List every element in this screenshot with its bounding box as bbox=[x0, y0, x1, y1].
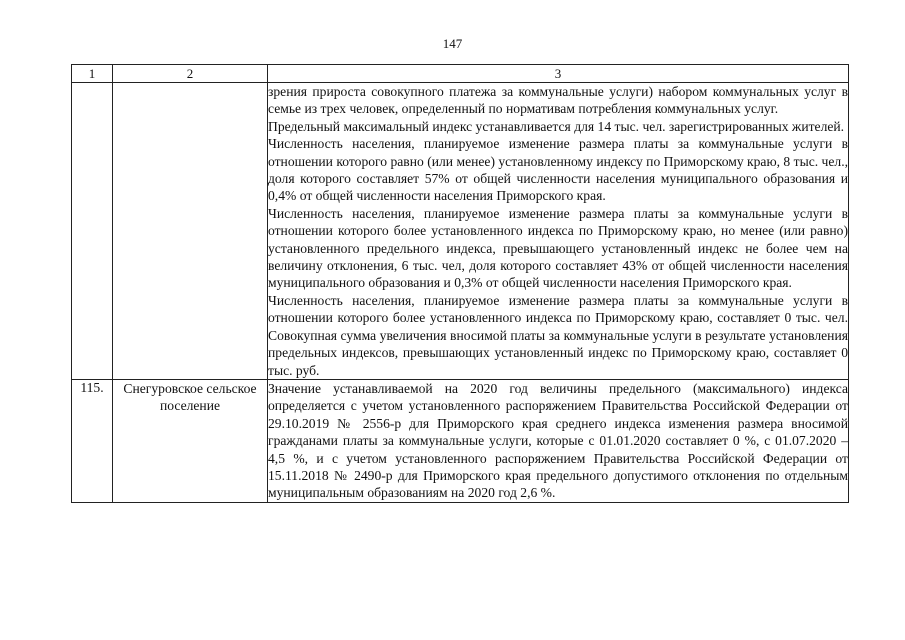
paragraph: Предельный максимальный индекс устанавливается для 14 тыс. чел. зарегистрированных жителей. bbox=[268, 118, 845, 134]
settlement-name: Снегуровское сельское поселение bbox=[113, 379, 268, 502]
column-header-2: 2 bbox=[113, 65, 268, 83]
paragraph: Численность населения, планируемое изменение размера платы за коммунальные услуги в отношении которого равно (или менее) установленному индексу по Приморскому краю, 8 тыс. чел., доля которого составляет 57% от общей численности населения муниципального образования и 0,4% от общей численности населения Приморского края. bbox=[268, 136, 848, 204]
column-header-3: 3 bbox=[268, 65, 849, 83]
table-header-row bbox=[72, 65, 849, 83]
table-row-115 bbox=[72, 379, 849, 502]
paragraph: Численность населения, планируемое изменение размера платы за коммунальные услуги в отношении которого более установленного индекса по Приморскому краю, составляет 0 тыс. чел. Совокупная сумма увеличения вносимой платы за коммунальные услуги в результате установления предельных индексов, превышающих установленный индекс по Приморскому краю, составляет 0 тыс. руб. bbox=[268, 292, 848, 378]
paragraph: Значение устанавливаемой на 2020 год величины предельного (максимального) индекса определяется с учетом установленного распоряжением Правительства Российской Федерации от 29.10.2019 № 2556-р для Приморского края среднего индекса изменения размера вносимой гражданами платы за коммунальные услуги, которые с 01.01.2020 составляет 0 %, с 01.07.2020 – 4,5 %, и с учетом установленного распоряжением Правительства Российской Федерации от 15.11.2018 № 2490-р для Приморского края предельного допустимого отклонения по отдельным муниципальным образованиям на 2020 год 2,6 %. bbox=[268, 380, 848, 501]
table-row-continued bbox=[72, 83, 849, 380]
page-number: 147 bbox=[442, 36, 463, 51]
row-name-cell-empty bbox=[113, 83, 268, 380]
row-text-cell bbox=[268, 379, 849, 502]
document-table bbox=[71, 64, 849, 503]
column-header-1: 1 bbox=[72, 65, 113, 83]
row-number-cell-empty bbox=[72, 83, 113, 380]
row-text-cell bbox=[268, 83, 849, 380]
row-number: 115. bbox=[72, 379, 113, 502]
paragraph: зрения прироста совокупного платежа за коммунальные услуги) набором коммунальных услуг в семье из трех человек, определенный по нормативам потребления коммунальных услуг. bbox=[268, 84, 848, 117]
paragraph: Численность населения, планируемое изменение размера платы за коммунальные услуги в отношении которого более установленного индекса по Приморскому краю, но менее (или равно) установленного предельного индекса, превышающего установленный индекс не более чем на величину отклонения, 6 тыс. чел, доля которого составляет 43% от общей численности населения муниципального образования и 0,3% от общей численности населения Приморского края. bbox=[268, 205, 848, 291]
